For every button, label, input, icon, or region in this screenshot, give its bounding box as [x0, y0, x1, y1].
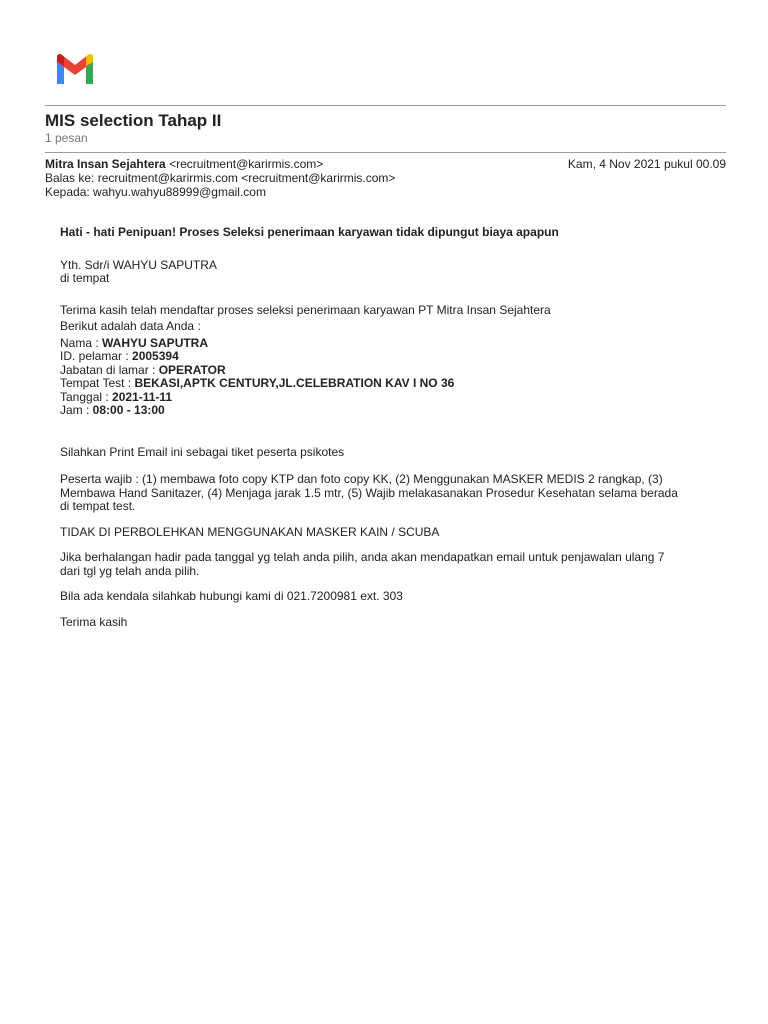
field-label: Jam :	[60, 403, 93, 417]
mask-notice: TIDAK DI PERBOLEHKAN MENGGUNAKAN MASKER KAIN / SCUBA	[60, 524, 440, 539]
field-value: OPERATOR	[158, 362, 226, 377]
field-value: 2021-11-11	[112, 389, 173, 404]
field-position	[60, 364, 710, 378]
field-label: ID. pelamar :	[60, 349, 133, 363]
greeting-location: di tempat	[60, 271, 110, 285]
contact-line: Bila ada kendala silahkab hubungi kami di 021.7200981 ext. 303	[60, 589, 403, 603]
closing-line: Terima kasih	[60, 614, 128, 629]
email-subject: MIS selection Tahap II	[45, 111, 222, 130]
sender-email: <recruitment@karirmis.com>	[169, 157, 324, 171]
requirements-line-2: Membawa Hand Sanitazer, (4) Menjaga jarak 1.5 mtr, (5) Wajib melakasanakan Prosedur Kesehatan selama berada	[60, 485, 678, 500]
field-label: Tempat Test :	[60, 376, 135, 390]
message-count: 1 pesan	[45, 131, 88, 145]
applicant-data	[60, 337, 710, 418]
fraud-warning: Hati - hati Penipuan! Proses Seleksi penerimaan karyawan tidak dipungut biaya apapun	[60, 225, 559, 239]
field-value: 2005394	[132, 349, 179, 363]
field-label: Jabatan di lamar :	[60, 362, 159, 377]
email-header	[45, 157, 726, 199]
field-value: WAHYU SAPUTRA	[102, 335, 209, 350]
requirements-line-1: Peserta wajib : (1) membawa foto copy KTP dan foto copy KK, (2) Menggunakan MASKER MEDIS 2 rangkap, (3)	[60, 472, 663, 486]
data-intro: Berikut adalah data Anda :	[60, 319, 201, 333]
requirements-line-3: di tempat test.	[60, 499, 136, 513]
gmail-logo-icon	[54, 54, 96, 84]
print-note: Silahkan Print Email ini sebagai tiket peserta psikotes	[60, 444, 345, 459]
field-value: BEKASI,APTK CENTURY,JL.CELEBRATION KAV I NO 36	[134, 376, 455, 390]
field-label: Tanggal :	[60, 389, 113, 404]
thanks-line: Terima kasih telah mendaftar proses seleksi penerimaan karyawan PT Mitra Insan Sejahtera	[60, 302, 551, 317]
reply-to-line: Balas ke: recruitment@karirmis.com <recruitment@karirmis.com>	[45, 171, 396, 185]
field-applicant-id	[60, 350, 710, 364]
field-date	[60, 391, 710, 405]
reschedule-line-2: dari tgl yg telah anda pilih.	[60, 563, 200, 578]
field-label: Nama :	[60, 335, 103, 350]
greeting-line: Yth. Sdr/i WAHYU SAPUTRA	[60, 257, 217, 272]
header-divider	[45, 105, 726, 106]
field-value: 08:00 - 13:00	[92, 403, 165, 417]
sender-name: Mitra Insan Sejahtera	[45, 157, 166, 171]
recipient-line: Kepada: wahyu.wahyu88999@gmail.com	[45, 185, 266, 199]
field-time	[60, 404, 710, 418]
field-name	[60, 337, 710, 351]
field-test-location	[60, 377, 710, 391]
email-date: Kam, 4 Nov 2021 pukul 00.09	[567, 157, 726, 171]
email-body	[60, 226, 710, 629]
subject-divider	[45, 152, 726, 153]
reschedule-line-1: Jika berhalangan hadir pada tanggal yg telah anda pilih, anda akan mendapatkan email untuk penjawalan ulang 7	[60, 550, 665, 564]
